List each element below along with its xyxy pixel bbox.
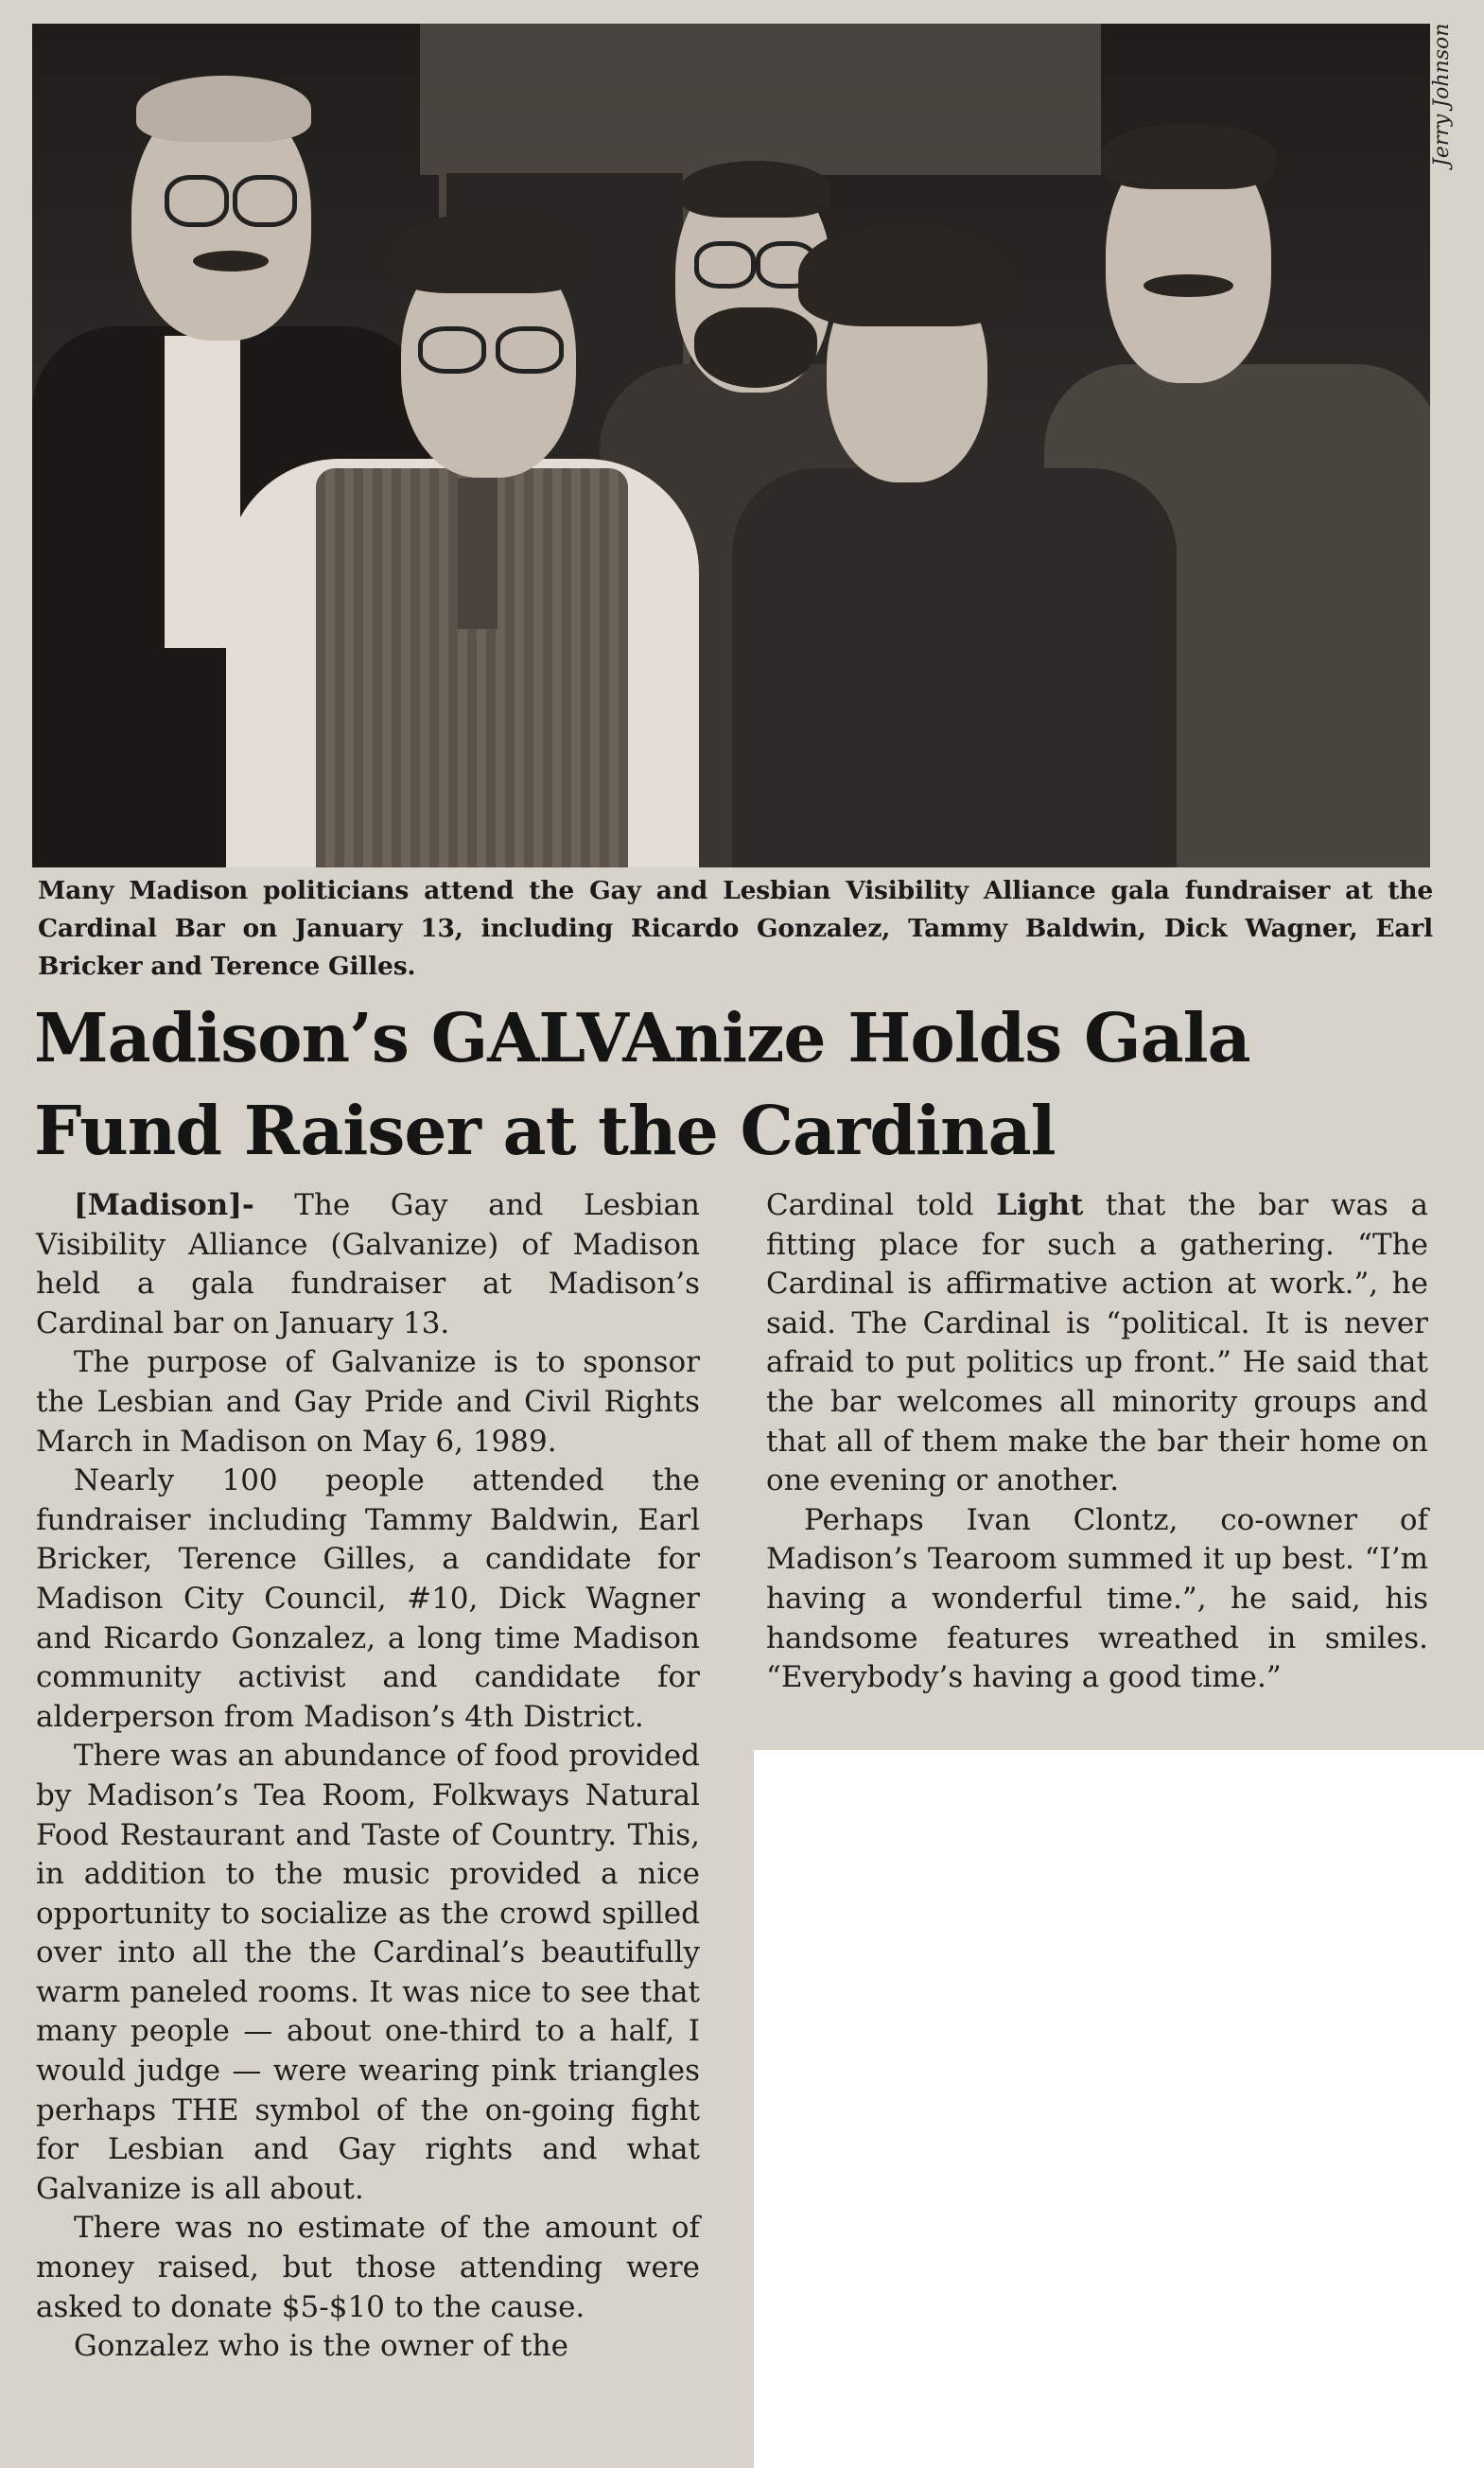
paragraph-5: There was no estimate of the amount of money raised, but those attending were asked to donate $5-$10 to the cause. <box>36 2211 700 2324</box>
paragraph-6-continued <box>766 1186 1428 1501</box>
paragraph-4: There was an abundance of food provided by Madison’s Tea Room, Folkways Natural Food Restaurant and Taste of Country. This, in addition to the music provided a nice opportunity to socialize as the crowd spilled over into all the the Cardinal’s beautifully warm paneled rooms. It was nice to see that many people — about one-third to a half, I would judge — were wearing pink triangles perhaps THE symbol of the on-going fight for Lesbian and Gay rights and what Galvanize is all about. <box>36 1739 700 2206</box>
photo-caption: Many Madison politicians attend the Gay and Lesbian Visibility Alliance gala fundraiser at the Cardinal Bar on January 13, including Ricardo Gonzalez, Tammy Baldwin, Dick Wagner, Earl Bricker and Terence Gilles. <box>38 876 1433 981</box>
paragraph-3: Nearly 100 people attended the fundraiser including Tammy Baldwin, Earl Bricker, Terence Gilles, a candidate for Madison City Council, #10, Dick Wagner and Ricardo Gonzalez, a long time Madison community activist and candidate for alderperson from Madison’s 4th District. <box>36 1463 700 1734</box>
paragraph-1 <box>36 1186 700 1343</box>
dateline: [Madison]- <box>74 1188 254 1222</box>
group-photo <box>32 24 1430 867</box>
article-column-left <box>36 1186 700 2367</box>
headline-line-2: Fund Raiser at the Cardinal <box>34 1091 1056 1170</box>
headline <box>34 991 1443 1177</box>
paragraph-6-text-b: that the bar was a fitting place for such a gathering. “The Cardinal is affirmative action at work.”, he said. The Cardinal is “political. It is never afraid to put politics up front.” He said that the bar welcomes all minority groups and that all of them make the bar their home on one evening or another. <box>766 1188 1428 1498</box>
paragraph-7: Perhaps Ivan Clontz, co-owner of Madison’s Tearoom summed it up best. “I’m having a wonderful time.”, he said, his handsome features wreathed in smiles. “Everybody’s having a good time.” <box>766 1502 1428 1695</box>
paragraph-2: The purpose of Galvanize is to sponsor the Lesbian and Gay Pride and Civil Rights March in Madison on May 6, 1989. <box>36 1345 700 1459</box>
publication-name: Light <box>996 1188 1084 1222</box>
paragraph-6-start: Gonzalez who is the owner of the <box>74 2329 568 2364</box>
paragraph-6-text-a: Cardinal told <box>766 1188 997 1222</box>
headline-line-1: Madison’s GALVAnize Holds Gala <box>34 998 1250 1077</box>
photo-credit: Jerry Johnson <box>1430 24 1454 167</box>
paragraph-1-text: The Gay and Lesbian Visibility Alliance (Galvanize) of Madison held a gala fundraiser at Madison’s Cardinal bar on January 13. <box>36 1188 700 1340</box>
article-column-right <box>766 1186 1428 1698</box>
